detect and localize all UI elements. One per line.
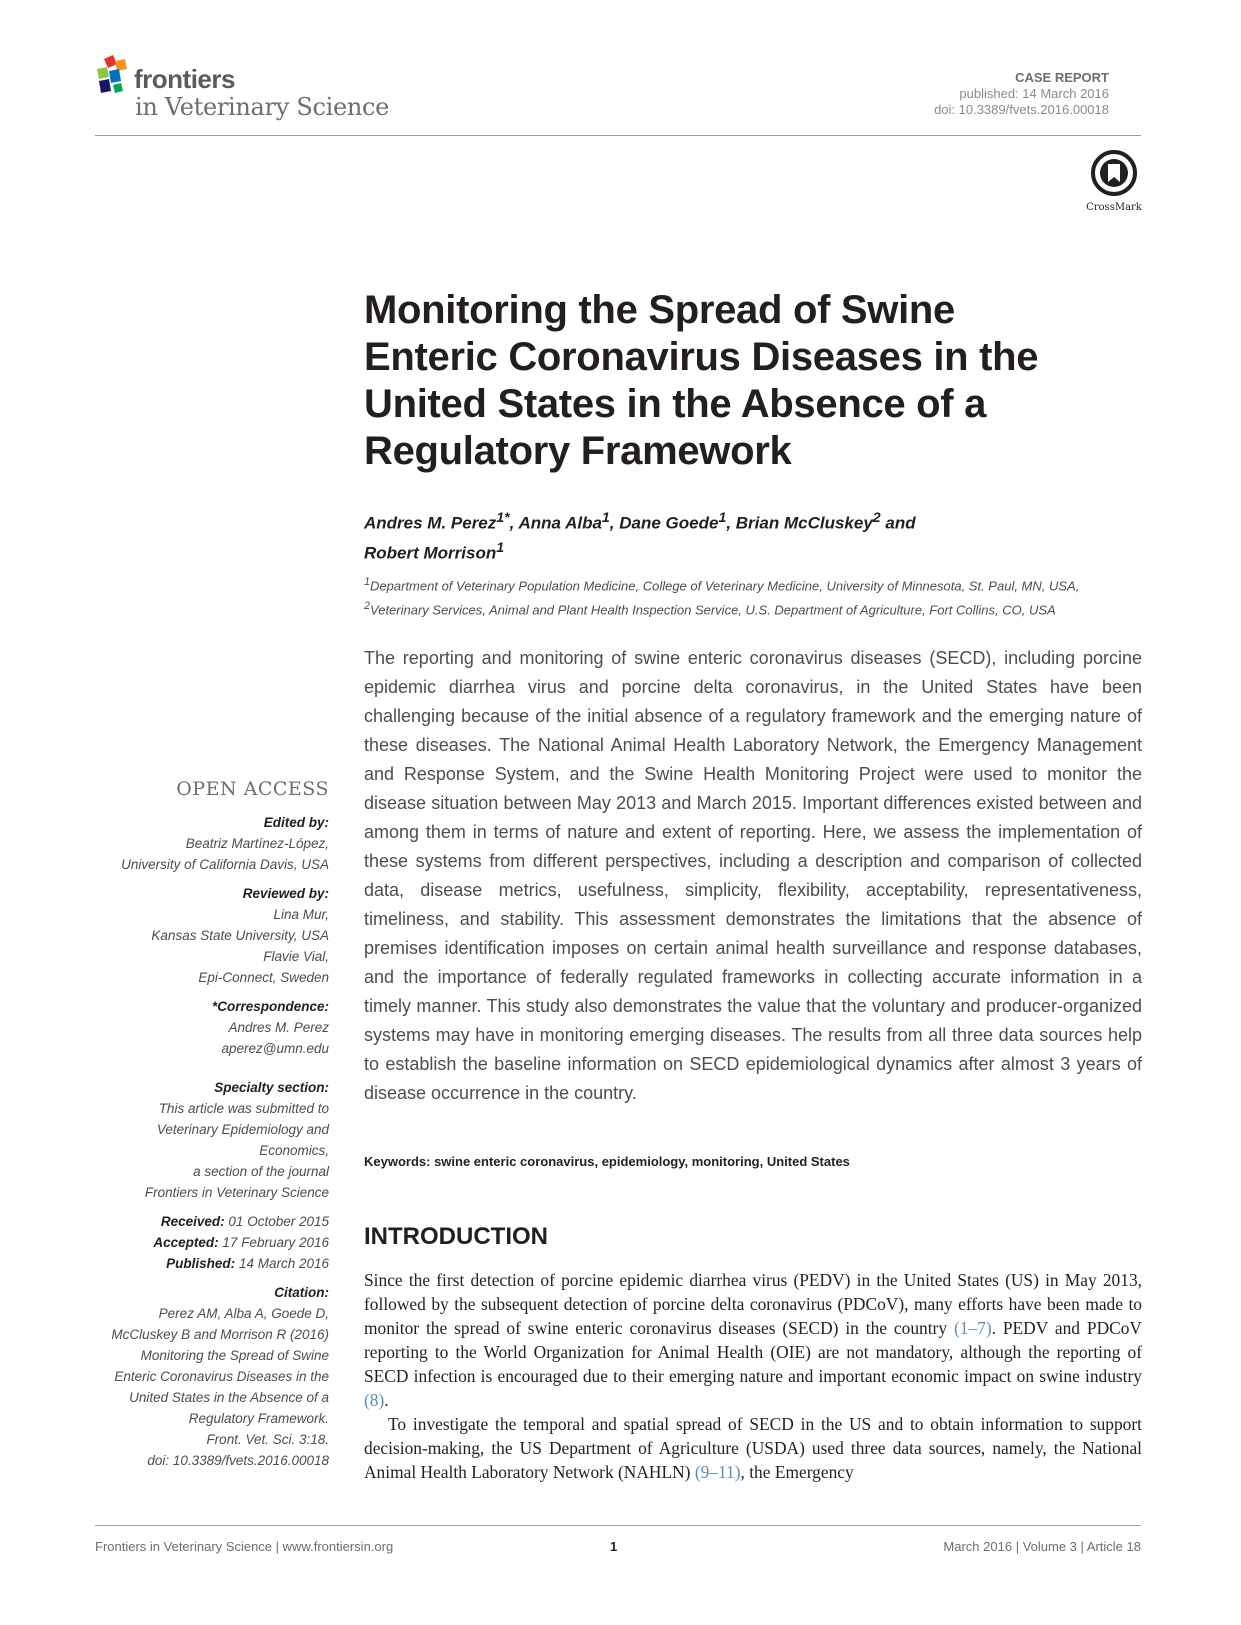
section-heading-introduction: INTRODUCTION <box>364 1223 548 1250</box>
citation-line: McCluskey B and Morrison R (2016) <box>111 1327 329 1342</box>
citation-line: Regulatory Framework. <box>188 1411 329 1426</box>
affiliation-item: $^2$Veterinary Services, Animal and Plant Health Inspection Service, U.S. Department of Agriculture, Fort Collins, CO, USA <box>364 600 1056 618</box>
specialty-line: Economics, <box>259 1143 329 1158</box>
citation-line: Enteric Coronavirus Diseases in the <box>114 1369 329 1384</box>
specialty-line: This article was submitted to <box>158 1101 329 1116</box>
author-affil-sup: 1* <box>496 510 510 526</box>
footer-date: March 2016 <box>943 1539 1013 1554</box>
crossmark-badge[interactable] <box>1084 150 1144 213</box>
received-date: Received: 01 October 2015 <box>160 1214 329 1229</box>
correspondence-email[interactable]: aperez@umn.edu <box>221 1041 329 1056</box>
editor-affiliation: University of California Davis, USA <box>121 857 329 872</box>
specialty-section-label: Specialty section: <box>214 1080 329 1095</box>
reviewer-name: Flavie Vial, <box>263 949 329 964</box>
correspondence-label: *Correspondence: <box>211 999 329 1014</box>
introduction-body <box>364 1268 1142 1484</box>
author-affil-sup: 1 <box>718 510 727 526</box>
accepted-date: Accepted: 17 February 2016 <box>153 1235 329 1250</box>
paragraph: Since the first detection of porcine epidemic diarrhea virus (PEDV) in the United States (US) in May 2013, followed by the subsequent detection of porcine delta coronavirus (PDCoV), many efforts have been made to monitor the spread of swine enteric coronavirus diseases (SECD) in the country (1–7). PEDV and PDCoV reporting to the World Organization for Animal Health (OIE) are not mandatory, although the reporting of SECD infection is encouraged due to their emerging nature and important economic impact on swine industry (8). <box>364 1270 1142 1410</box>
author-name[interactable]: Anna Alba <box>518 513 602 533</box>
header-divider <box>95 135 1141 136</box>
citation-link[interactable]: (1–7) <box>953 1318 992 1338</box>
footer-url-link[interactable]: www.frontiersin.org <box>282 1539 394 1554</box>
article-title <box>364 287 1134 475</box>
logo-brand: frontiers <box>134 64 235 94</box>
title-line: Regulatory Framework <box>364 429 792 473</box>
reviewer-affiliation: Epi-Connect, Sweden <box>198 970 329 985</box>
citation-line: Front. Vet. Sci. 3:18. <box>206 1432 329 1447</box>
specialty-line: a section of the journal <box>193 1164 329 1179</box>
open-access-label: OPEN ACCESS <box>176 778 329 800</box>
author-name[interactable]: Dane Goede <box>619 513 719 533</box>
author-name[interactable]: Andres M. Perez <box>364 513 497 533</box>
author-name[interactable]: Robert Morrison <box>364 543 497 563</box>
title-line: United States in the Absence of a <box>364 382 987 426</box>
footer-volume: Volume 3 <box>1022 1539 1077 1554</box>
reviewer-affiliation: Kansas State University, USA <box>151 928 329 943</box>
author-affil-sup: 1 <box>496 539 505 556</box>
footer-divider <box>95 1525 1141 1526</box>
affiliation-item: $^1$Department of Veterinary Population Medicine, College of Veterinary Medicine, University of Minnesota, St. Paul, MN, USA, <box>364 576 1080 594</box>
author-name[interactable]: Brian McCluskey <box>735 513 873 533</box>
author-list: Andres M. Perez$^{1*}$, Anna Alba$^1$, Dane Goede$^1$, Brian McCluskey$^2$ and Robert Morrison$^1$ <box>364 510 916 563</box>
specialty-line: Frontiers in Veterinary Science <box>144 1185 329 1200</box>
citation-label: Citation: <box>274 1285 329 1300</box>
page-number: 1 <box>610 1539 618 1554</box>
abstract: The reporting and monitoring of swine enteric coronavirus diseases (SECD), including porcine epidemic diarrhea virus and porcine delta coronavirus, in the United States have been challenging because of the initial absence of a regulatory framework and the emerging nature of these diseases. The National Animal Health Laboratory Network, the Emergency Management and Response System, and the Swine Health Monitoring Project were used to monitor the disease situation between May 2013 and March 2015. Important differences existed between and among them in terms of nature and extent of reporting. Here, we assess the implementation of these systems from different perspectives, including a description and comparison of collected data, disease metrics, usefulness, simplicity, flexibility, acceptability, representativeness, timeliness, and stability. This assessment demonstrates the limitations that the absence of premises identification imposes on certain animal health surveillance and response databases, and the importance of federally regulated frameworks in collecting accurate information in a timely manner. This study also demonstrates the value that the voluntary and producer-organized systems may have in monitoring emerging diseases. The results from all three data sources help to establish the baseline information on SECD epidemiological dynamics after almost 3 years of disease occurrence in the country. <box>364 648 1142 1103</box>
title-line: Enteric Coronavirus Diseases in the <box>364 335 1039 379</box>
doi-link[interactable]: doi: 10.3389/fvets.2016.00018 <box>934 102 1109 117</box>
citation-line: Perez AM, Alba A, Goede D, <box>158 1306 329 1321</box>
reviewer-name: Lina Mur, <box>273 907 329 922</box>
editor-name: Beatriz Martínez-López, <box>185 836 329 851</box>
crossmark-icon <box>1091 150 1137 196</box>
citation-line: United States in the Absence of a <box>129 1390 329 1405</box>
author-affil-sup: 2 <box>872 510 881 526</box>
footer-article-number: Article 18 <box>1086 1539 1141 1554</box>
article-meta <box>934 70 1109 118</box>
specialty-line: Veterinary Epidemiology and <box>156 1122 329 1137</box>
published-date: published: 14 March 2016 <box>959 86 1109 101</box>
sidebar-metadata <box>95 777 329 1471</box>
citation-link[interactable]: (8) <box>364 1390 385 1410</box>
crossmark-label: CrossMark <box>1086 202 1142 213</box>
correspondence-name: Andres M. Perez <box>228 1020 329 1035</box>
citation-line: Monitoring the Spread of Swine <box>140 1348 329 1363</box>
keywords: Keywords: swine enteric coronavirus, epidemiology, monitoring, United States <box>364 1154 850 1169</box>
citation-link[interactable]: (9–11) <box>694 1462 741 1482</box>
author-affil-sup: 1 <box>601 510 610 526</box>
published-date-sidebar: Published: 14 March 2016 <box>166 1256 329 1271</box>
frontiers-logo-icon <box>95 55 131 99</box>
article-type: CASE REPORT <box>1015 70 1109 85</box>
reviewed-by-label: Reviewed by: <box>242 886 329 901</box>
edited-by-label: Edited by: <box>263 815 329 830</box>
title-line: Monitoring the Spread of Swine <box>364 288 956 332</box>
footer-journal-name: Frontiers in Veterinary Science <box>95 1539 273 1554</box>
footer-journal: Frontiers in Veterinary Science | www.frontiersin.org <box>95 1539 394 1554</box>
paragraph: To investigate the temporal and spatial spread of SECD in the US and to obtain information to support decision-making, the US Department of Agriculture (USDA) used three data sources, namely, the National Animal Health Laboratory Network (NAHLN) (9–11), the Emergency <box>364 1414 1142 1482</box>
footer-issue-info: March 2016 | Volume 3 | Article 18 <box>943 1539 1141 1554</box>
logo-journal-name: in Veterinary Science <box>135 93 390 121</box>
citation-doi[interactable]: doi: 10.3389/fvets.2016.00018 <box>147 1453 329 1468</box>
affiliations <box>364 572 1154 621</box>
